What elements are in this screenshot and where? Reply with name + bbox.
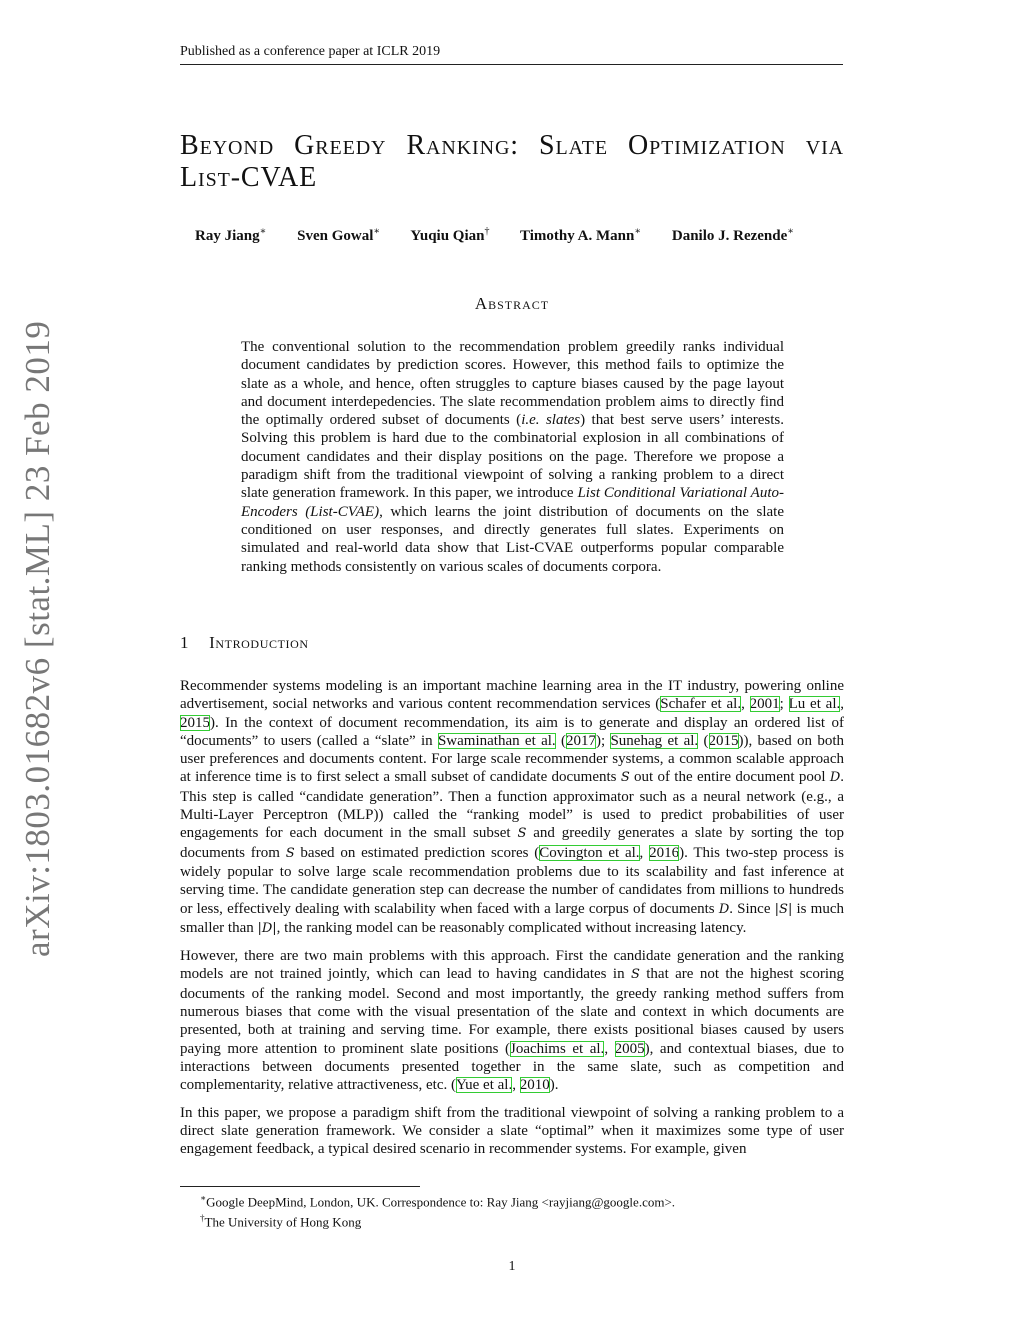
citation-year-link[interactable]: 2015 [180,714,210,731]
author-name: Timothy A. Mann [519,228,635,244]
section-heading [180,633,309,653]
footnote-text: The University of Hong Kong [204,1214,362,1230]
author-name: Danilo J. Rezende [671,228,788,244]
author-name: Ray Jiang [195,228,260,244]
math-symbol: S [620,770,630,786]
math-symbol: D [718,901,730,917]
model-name: List Conditional Variational Auto-Encoders (List-CVAE) [241,485,784,520]
author-mark: ∗ [259,226,267,237]
author [672,228,794,244]
math-symbol: S [630,967,640,983]
citation-year-link[interactable]: 2015 [708,732,739,749]
citation-link[interactable]: Schafer et al. [660,696,742,713]
footnote-text: Google DeepMind, London, UK. Correspondence to: Ray Jiang <rayjiang@google.com>. [206,1194,676,1210]
author [410,228,489,244]
paragraph: Recommender systems modeling is an important machine learning area in the IT industry, powering online advertisement, social networks and various content recommendation services (Schafer et al., 2001; Lu et al., 2015). In the context of document recommendation, its aim is to generate and display an ordered list of “documents” to users (called a “slate” in Swaminathan et al. (2017); Sunehag et al. (2015)), based on both user preferences and documents content. For large scale recommender systems, a common scalable approach at inference time is to first select a small subset of candidate documents S out of the entire document pool D. This step is called “candidate generation”. Then a function approximator such as a neural network (e.g., a Multi-Layer Perceptron (MLP)) called the “ranking model” is used to predict probabilities of user engagements for each document in the small subset S and greedily generates a slate by sorting the top documents from S based on estimated prediction scores (Covington et al., 2016). This two-step process is widely popular to solve large scale recommendation problems due to its scalability and fast inference at serving time. The candidate generation step can decrease the number of candidates from millions to hundreds or less, effectively dealing with scalability when faced with a large corpus of documents D. Since |S| is much smaller than |D|, the ranking model can be reasonably complicated without increasing latency. [180,678,845,936]
citation-link[interactable]: Swaminathan et al. [437,732,556,749]
footnotes [180,1190,844,1231]
math-symbol: S [285,845,295,861]
math-symbol: |S| [774,901,793,917]
footnote-mark: † [200,1213,205,1224]
section-title: Introduction [209,633,309,652]
citation-link[interactable]: Joachims et al. [509,1040,605,1057]
section-body [180,677,844,1167]
paragraph: However, there are two main problems with this approach. First the candidate generation and the ranking models are not trained jointly, which can lead to having candidates in S that are not the highest scoring documents of the ranking model. Second and most importantly, the greedy ranking method suffers from numerous biases that come with the visual presentation of the slate and context in which documents are presented, both at training and serving time. For example, there exists positional biases caused by users paying more attention to prominent slate positions (Joachims et al., 2005), and contextual biases, due to interactions between documents presented together in the same slate, such as competition and complementarity, relative attractiveness, etc. (Yue et al., 2010). [180,948,844,1094]
paragraph: In this paper, we propose a paradigm shift from the traditional viewpoint of solving a ranking problem to a direct slate generation framework. We consider a slate “optimal” when it maximizes some type of user engagement feedback, a typical desired scenario in recommender systems. For example, given [180,1104,844,1158]
abstract-emphasis: i.e. slates [521,412,581,429]
footnote-divider [180,1186,420,1187]
citation-year-link[interactable]: 2010 [519,1077,550,1094]
abstract-heading: Abstract [474,294,550,313]
author-name: Sven Gowal [297,228,374,244]
citation-link[interactable]: Sunehag et al. [610,732,699,749]
citation-year-link[interactable]: 2001 [749,696,780,713]
author [195,228,266,244]
citation-year-link[interactable]: 2017 [565,732,596,749]
author-mark: ∗ [634,226,642,237]
running-header: Published as a conference paper at ICLR 2019 [180,44,843,65]
citation-link[interactable]: Lu et al. [788,696,841,713]
author-mark: ∗ [787,226,795,237]
citation-link[interactable]: Yue et al. [455,1077,513,1094]
section-number: 1 [180,633,190,652]
author-mark: ∗ [373,226,381,237]
author-list [195,226,845,245]
footnote [180,1190,844,1210]
page-number: 1 [508,1259,516,1274]
arxiv-stamp[interactable]: arXiv:1803.01682v6 [stat.ML] 23 Feb 2019 [18,320,57,957]
footnote [180,1210,844,1230]
author-name: Yuqiu Qian [410,228,485,244]
citation-link[interactable]: Covington et al. [539,844,640,861]
author-mark: † [484,226,490,237]
abstract-text: The conventional solution to the recommendation problem greedily ranks individual document candidates by prediction scores. However, this method fails to optimize the slate as a whole, and hence, often struggles to capture biases caused by the page layout and document interdepedencies. The slate recommendation problem aims to directly find the optimally ordered subset of documents (i.e. slates) that best serve users’ interests. Solving this problem is hard due to the combinatorial explosion in all combinations of document candidates and their display positions on the page. Therefore we propose a paradigm shift from the traditional viewpoint of solving a ranking problem to a direct slate generation framework. In this paper, we introduce List Conditional Variational Auto-Encoders (List-CVAE), which learns the joint distribution of documents on the slate conditioned on user responses, and directly generates full slates. Experiments on simulated and real-world data show that List-CVAE outperforms popular comparable ranking methods consistently on various scales of documents corpora. [241,339,784,575]
citation-year-link[interactable]: 2016 [649,844,680,861]
citation-year-link[interactable]: 2005 [614,1040,645,1057]
math-symbol: D [829,770,841,786]
math-symbol: S [517,826,527,842]
footnote-mark: ∗ [200,1193,207,1203]
paper-title: Beyond Greedy Ranking: Slate Optimization via List-CVAE [180,130,844,193]
math-symbol: |D| [257,920,277,936]
author [297,228,380,244]
author [520,228,641,244]
